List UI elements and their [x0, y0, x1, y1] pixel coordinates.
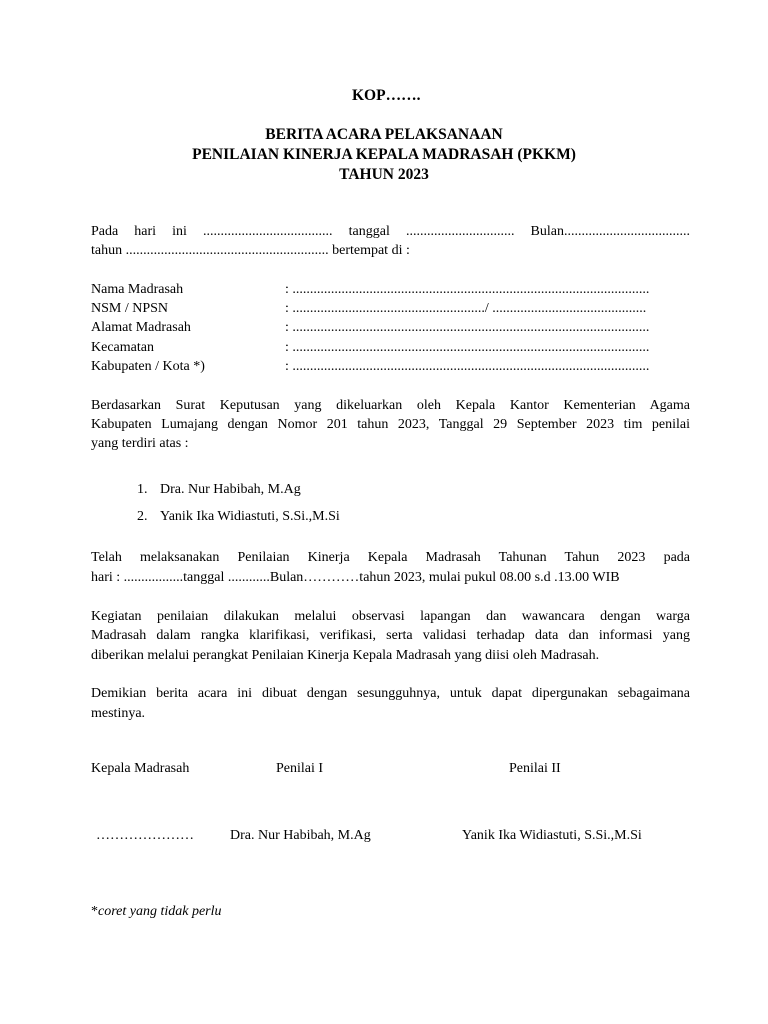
signature-name-head: ………………… [96, 828, 194, 843]
basis-line1: Berdasarkan Surat Keputusan yang dikeluarkan oleh Kepala Kantor Kementerian Agama [91, 398, 690, 413]
field-label-alamat-madrasah: Alamat Madrasah [91, 320, 191, 335]
basis-line2: Kabupaten Lumajang dengan Nomor 201 tahun 2023, Tanggal 29 September 2023 tim penilai [91, 417, 690, 432]
signature-role-assessor2: Penilai II [509, 761, 561, 776]
kop-placeholder: KOP……. [352, 87, 421, 104]
document-title-line1: BERITA ACARA PELAKSANAAN [265, 126, 503, 143]
field-value-alamat-madrasah: : ...................................................................................................... [285, 320, 650, 335]
list-item-name: Dra. Nur Habibah, M.Ag [160, 482, 301, 497]
document-title-line2: PENILAIAN KINERJA KEPALA MADRASAH (PKKM) [192, 146, 576, 163]
field-label-nama-madrasah: Nama Madrasah [91, 282, 184, 297]
list-item-name: Yanik Ika Widiastuti, S.Si.,M.Si [160, 509, 340, 524]
document-title-line3: TAHUN 2023 [339, 166, 429, 183]
intro-line1: Pada hari ini ..................................... tanggal ............................... Bulan.................................... [91, 224, 690, 239]
list-item-number: 1. [137, 482, 148, 497]
footnote [91, 902, 222, 922]
signature-role-head: Kepala Madrasah [91, 761, 190, 776]
field-value-nama-madrasah: : ...................................................................................................... [285, 282, 650, 297]
activity-line3: diberikan melalui perangkat Penilaian Kinerja Kepala Madrasah yang diisi oleh Madrasah. [91, 648, 600, 663]
list-item-number: 2. [137, 509, 148, 524]
signature-name-assessor2: Yanik Ika Widiastuti, S.Si.,M.Si [462, 828, 642, 843]
signature-name-assessor1: Dra. Nur Habibah, M.Ag [230, 828, 371, 843]
activity-line1: Kegiatan penilaian dilakukan melalui observasi lapangan dan wawancara dengan warga [91, 609, 690, 624]
field-value-kecamatan: : ...................................................................................................... [285, 340, 650, 355]
executed-line2: hari : .................tanggal ............Bulan…………tahun 2023, mulai pukul 08.00 s.d .13.00 WIB [91, 570, 620, 585]
field-value-kabupaten-kota: : ...................................................................................................... [285, 359, 650, 374]
footnote-star: * [91, 904, 98, 919]
closing-line2: mestinya. [91, 706, 146, 721]
footnote-text: coret yang tidak perlu [98, 904, 222, 919]
field-label-kecamatan: Kecamatan [91, 340, 154, 355]
activity-line2: Madrasah dalam rangka klarifikasi, verifikasi, serta validasi terhadap data dan informasi yang [91, 628, 690, 643]
intro-line2: tahun .......................................................... bertempat di : [91, 243, 410, 258]
signature-role-assessor1: Penilai I [276, 761, 324, 776]
field-value-nsm-npsn: : ......................................................./ ............................................ [285, 301, 647, 316]
closing-line1: Demikian berita acara ini dibuat dengan sesungguhnya, untuk dapat dipergunakan sebagaimana [91, 686, 690, 701]
basis-line3: yang terdiri atas : [91, 436, 189, 451]
executed-line1: Telah melaksanakan Penilaian Kinerja Kepala Madrasah Tahunan Tahun 2023 pada [91, 550, 690, 565]
field-label-nsm-npsn: NSM / NPSN [91, 301, 169, 316]
field-label-kabupaten-kota: Kabupaten / Kota *) [91, 359, 205, 374]
